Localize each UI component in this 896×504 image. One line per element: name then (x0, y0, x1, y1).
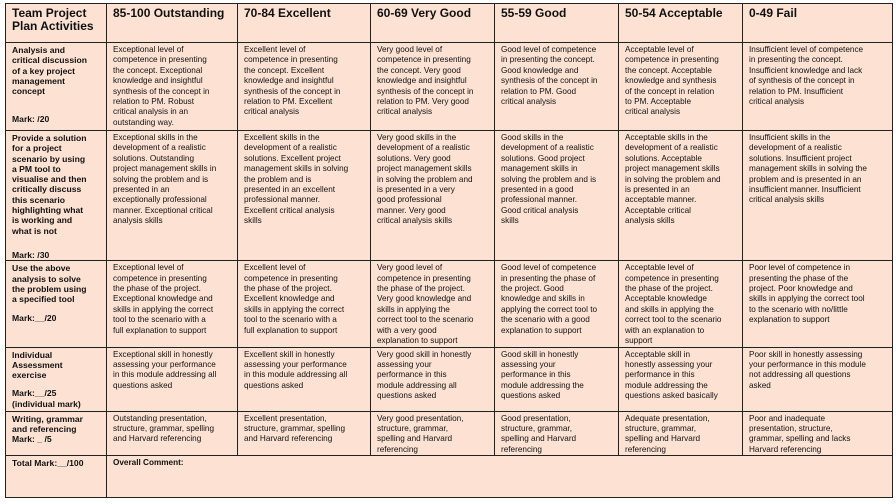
criterion-row (6, 43, 893, 131)
criterion-row (6, 347, 893, 411)
criterion-title: Use the above analysis to solve the problem using a specified tool (12, 263, 87, 305)
descriptor-cell: Exceptional level of competence in presenting the phase of the project. Exceptional knowledge and skills in applying the correct tool to the scenario with a full explanation to support (107, 261, 238, 347)
header-level-acceptable: 50-54 Acceptable (619, 4, 743, 43)
descriptor-cell: Insufficient level of competence in presenting the concept. Insufficient knowledge and lack of synthesis of the concept in relation to PM. Insufficient critical analysis (743, 43, 893, 131)
criterion-mark: Mark: /30 (12, 249, 50, 260)
criterion-row (6, 411, 893, 456)
header-activity: Team Project Plan Activities (6, 4, 107, 43)
descriptor-cell: Very good skills in the development of a realistic solutions. Very good project management skills in solving the problem and is presented in a very good professional manner. Very good critical analysis skills (371, 131, 495, 261)
total-mark: Total Mark:__/100 (6, 456, 107, 498)
criterion-row (6, 261, 893, 347)
descriptor-cell: Exceptional level of competence in presenting the concept. Exceptional knowledge and insightful synthesis of the concept in relation to PM. Robust critical analysis in an outstanding way. (107, 43, 238, 131)
descriptor-cell: Poor level of competence in presenting the phase of the project. Poor knowledge and skills in applying the correct tool to the scenario with no/little explanation to support (743, 261, 893, 347)
criterion-row (6, 131, 893, 261)
header-level-outstanding: 85-100 Outstanding (107, 4, 238, 43)
descriptor-cell: Good level of competence in presenting the concept. Good knowledge and synthesis of the concept in relation to PM. Good critical analysis (495, 43, 619, 131)
descriptor-cell: Very good presentation, structure, grammar, spelling and Harvard referencing (371, 411, 495, 456)
descriptor-cell: Good presentation, structure, grammar, spelling and Harvard referencing (495, 411, 619, 456)
criterion-label (6, 43, 107, 131)
descriptor-cell: Excellent skill in honestly assessing your performance in this module addressing all questions asked (238, 347, 371, 411)
descriptor-cell: Acceptable skill in honestly assessing your performance in this module addressing the questions asked basically (619, 347, 743, 411)
descriptor-cell: Exceptional skills in the development of a realistic solutions. Outstanding project management skills in solving the problem and is presented in an exceptionally professional manner. Exceptional critical analysis skills (107, 131, 238, 261)
descriptor-cell: Good skills in the development of a realistic solutions. Good project management skills in solving the problem and is presented in a good professional manner. Good critical analysis skills (495, 131, 619, 261)
descriptor-cell: Very good level of competence in presenting the concept. Very good knowledge and insightful synthesis of the concept in relation to PM. Very good critical analysis (371, 43, 495, 131)
descriptor-cell: Poor skill in honestly assessing your performance in this module not addressing all questions asked (743, 347, 893, 411)
criterion-title: Writing, grammar and referencing (12, 413, 83, 434)
descriptor-cell: Acceptable level of competence in presenting the phase of the project. Acceptable knowledge and skills in applying the correct tool to the scenario with an explanation to support (619, 261, 743, 347)
criterion-label (6, 131, 107, 261)
header-level-very-good: 60-69 Very Good (371, 4, 495, 43)
descriptor-cell: Excellent level of competence in presenting the concept. Excellent knowledge and insightful synthesis of the concept in relation to PM. Excellent critical analysis (238, 43, 371, 131)
descriptor-cell: Poor and inadequate presentation, structure, grammar, spelling and lacks Harvard referencing (743, 411, 893, 456)
criterion-mark: Mark: /20 (12, 114, 50, 125)
descriptor-cell: Acceptable skills in the development of a realistic solutions. Acceptable project management skills in solving the problem and is presented in an acceptable manner. Acceptable critical analysis skills (619, 131, 743, 261)
header-level-good: 55-59 Good (495, 4, 619, 43)
rubric-table (5, 3, 893, 498)
descriptor-cell: Excellent skills in the development of a realistic solutions. Excellent project management skills in solving the problem and is presented in an excellent professional manner. Excellent critical analysis skills (238, 131, 371, 261)
criterion-mark: Mark:__/25 (individual mark) (12, 388, 81, 409)
criterion-title: Provide a solution for a project scenario by using a PM tool to visualise and then critically discuss this scenario highlighting what is working and what is not (12, 133, 87, 236)
header-row (6, 4, 893, 43)
header-level-excellent: 70-84 Excellent (238, 4, 371, 43)
overall-comment: Overall Comment: (107, 456, 893, 498)
descriptor-cell: Very good skill in honestly assessing your performance in this module addressing all questions asked (371, 347, 495, 411)
criterion-mark: Mark: _ /5 (12, 434, 52, 445)
header-level-fail: 0-49 Fail (743, 4, 893, 43)
descriptor-cell: Good skill in honestly assessing your performance in this module addressing the questions asked (495, 347, 619, 411)
criterion-label (6, 261, 107, 347)
criterion-title: Analysis and critical discussion of a key project management concept (12, 45, 87, 97)
descriptor-cell: Adequate presentation, structure, grammar, spelling and Harvard referencing (619, 411, 743, 456)
descriptor-cell: Exceptional skill in honestly assessing your performance in this module addressing all questions asked (107, 347, 238, 411)
descriptor-cell: Insufficient skills in the development of a realistic solutions. Insufficient project management skills in solving the problem and is presented in an insufficient manner. Insufficient critical analysis skills (743, 131, 893, 261)
descriptor-cell: Very good level of competence in presenting the phase of the project. Very good knowledge and skills in applying the correct tool to the scenario with a very good explanation to support (371, 261, 495, 347)
criterion-label (6, 411, 107, 456)
descriptor-cell: Outstanding presentation, structure, grammar, spelling and Harvard referencing (107, 411, 238, 456)
criterion-mark: Mark:__/20 (12, 313, 57, 324)
footer-row (6, 456, 893, 498)
descriptor-cell: Acceptable level of competence in presenting the concept. Acceptable knowledge and synthesis of the concept in relation to PM. Acceptable critical analysis (619, 43, 743, 131)
descriptor-cell: Excellent presentation, structure, grammar, spelling and Harvard referencing (238, 411, 371, 456)
criterion-label (6, 347, 107, 411)
descriptor-cell: Good level of competence in presenting the phase of the project. Good knowledge and skills in applying the correct tool to the scenario with a good explanation to support (495, 261, 619, 347)
criterion-title: Individual Assessment exercise (12, 349, 63, 381)
descriptor-cell: Excellent level of competence in presenting the phase of the project. Excellent knowledge and skills in applying the correct tool to the scenario with a full explanation to support (238, 261, 371, 347)
